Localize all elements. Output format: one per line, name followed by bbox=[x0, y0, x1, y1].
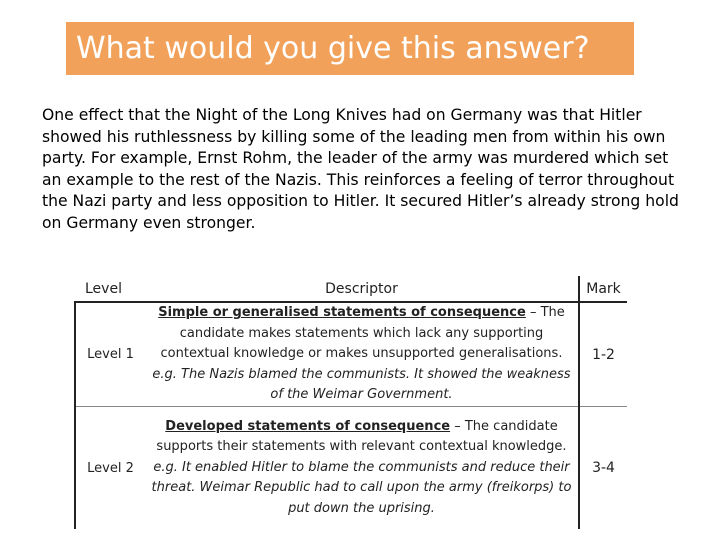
slide-title: What would you give this answer? bbox=[66, 22, 634, 75]
descriptor-text: – The candidate makes statements which lack any supporting contextual knowledge or makes unsupported generalisations. bbox=[160, 305, 565, 362]
level-cell: Level 2 bbox=[75, 407, 145, 530]
descriptor-heading: Simple or generalised statements of consequence bbox=[158, 305, 526, 321]
student-answer: One effect that the Night of the Long Knives had on Germany was that Hitler showed his ruthlessness by killing some of the leading men from within his own party. For example, Ernst Rohm, the leader of the army was murdered which set an example to the rest of the Nazis. This reinforces a feeling of terror throughout the Nazi party and less opposition to Hitler. It secured Hitler’s already strong hold on Germany even stronger. bbox=[42, 106, 679, 232]
mark-scheme-table bbox=[74, 276, 627, 529]
mark-cell: 1-2 bbox=[579, 302, 627, 407]
descriptor-text: – The candidate supports their statements with relevant contextual knowledge. bbox=[156, 418, 567, 455]
descriptor-example: e.g. It enabled Hitler to blame the communists and reduce their threat. Weimar Republic had to call upon the army (freikorps) to put down the uprising. bbox=[151, 459, 572, 516]
descriptor-cell bbox=[145, 302, 579, 407]
table-row-level-2 bbox=[75, 407, 627, 530]
descriptor-example: e.g. The Nazis blamed the communists. It showed the weakness of the Weimar Government. bbox=[152, 366, 571, 403]
table-row-level-1 bbox=[75, 302, 627, 407]
header-descriptor: Descriptor bbox=[145, 276, 579, 302]
header-level: Level bbox=[75, 276, 145, 302]
descriptor-heading: Developed statements of consequence bbox=[165, 418, 451, 434]
header-mark: Mark bbox=[579, 276, 627, 302]
level-cell: Level 1 bbox=[75, 302, 145, 407]
descriptor-cell bbox=[145, 407, 579, 530]
mark-cell: 3-4 bbox=[579, 407, 627, 530]
table-header-row bbox=[75, 276, 627, 302]
